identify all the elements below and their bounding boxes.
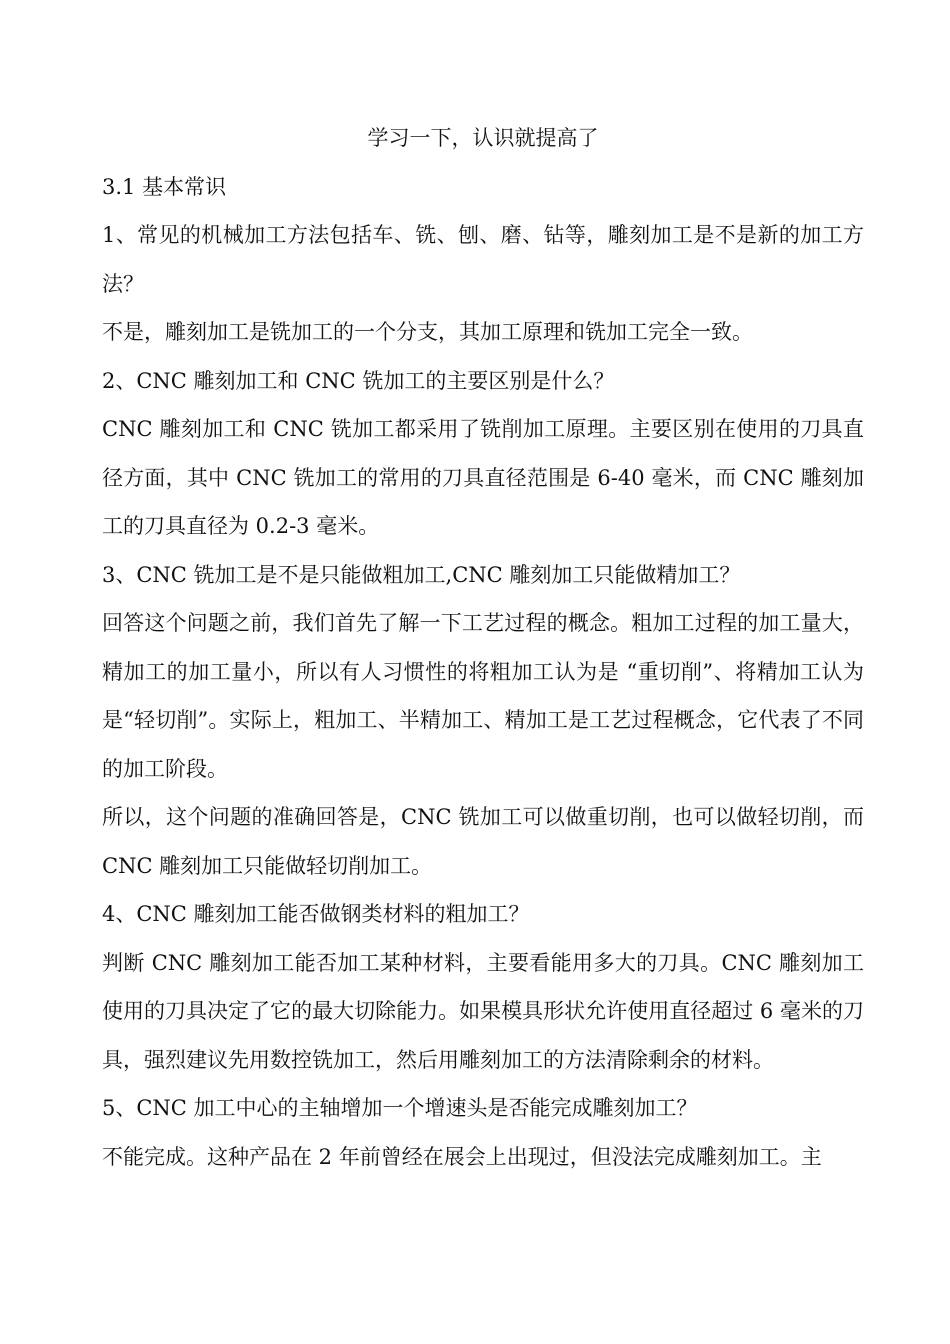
document-title: 学习一下，认识就提高了 [367,126,599,150]
answer-3-part-2: 所以，这个问题的准确回答是，CNC 铣加工可以做重切削，也可以做轻切削，而 CNC 雕刻加工只能做轻切削加工。 [102,805,864,878]
answer-2: CNC 雕刻加工和 CNC 铣加工都采用了铣削加工原理。主要区别在使用的刀具直径方面，其中 CNC 铣加工的常用的刀具直径范围是 6-40 毫米，而 CNC 雕刻加工的刀具直径为 0.2-3 毫米。 [102,417,864,538]
question-2: 2、CNC 雕刻加工和 CNC 铣加工的主要区别是什么？ [102,368,615,393]
question-1: 1、常见的机械加工方法包括车、铣、刨、磨、钻等，雕刻加工是不是新的加工方法？ [102,223,864,296]
question-4: 4、CNC 雕刻加工能否做钢类材料的粗加工？ [102,902,530,926]
section-heading: 3.1 基本常识 [102,174,227,199]
question-3: 3、CNC 铣加工是不是只能做粗加工,CNC 雕刻加工只能做精加工？ [102,562,741,587]
answer-5: 不能完成。这种产品在 2 年前曾经在展会上出现过，但没法完成雕刻加工。主 [102,1144,822,1169]
document-page [102,114,864,1181]
answer-1: 不是，雕刻加工是铣加工的一个分支，其加工原理和铣加工完全一致。 [102,320,753,344]
question-5: 5、CNC 加工中心的主轴增加一个增速头是否能完成雕刻加工？ [102,1096,698,1120]
answer-3-part-1: 回答这个问题之前，我们首先了解一下工艺过程的概念。粗加工过程的加工量大，精加工的加工量小，所以有人习惯性的将粗加工认为是 “重切削”、将精加工认为是“轻切削”。实际上，粗加工、半精加工、精加工是工艺过程概念，它代表了不同的加工阶段。 [102,611,864,781]
answer-4: 判断 CNC 雕刻加工能否加工某种材料，主要看能用多大的刀具。CNC 雕刻加工使用的刀具决定了它的最大切除能力。如果模具形状允许使用直径超过 6 毫米的刀具，强烈建议先用数控铣加工，然后用雕刻加工的方法清除剩余的材料。 [102,950,864,1072]
